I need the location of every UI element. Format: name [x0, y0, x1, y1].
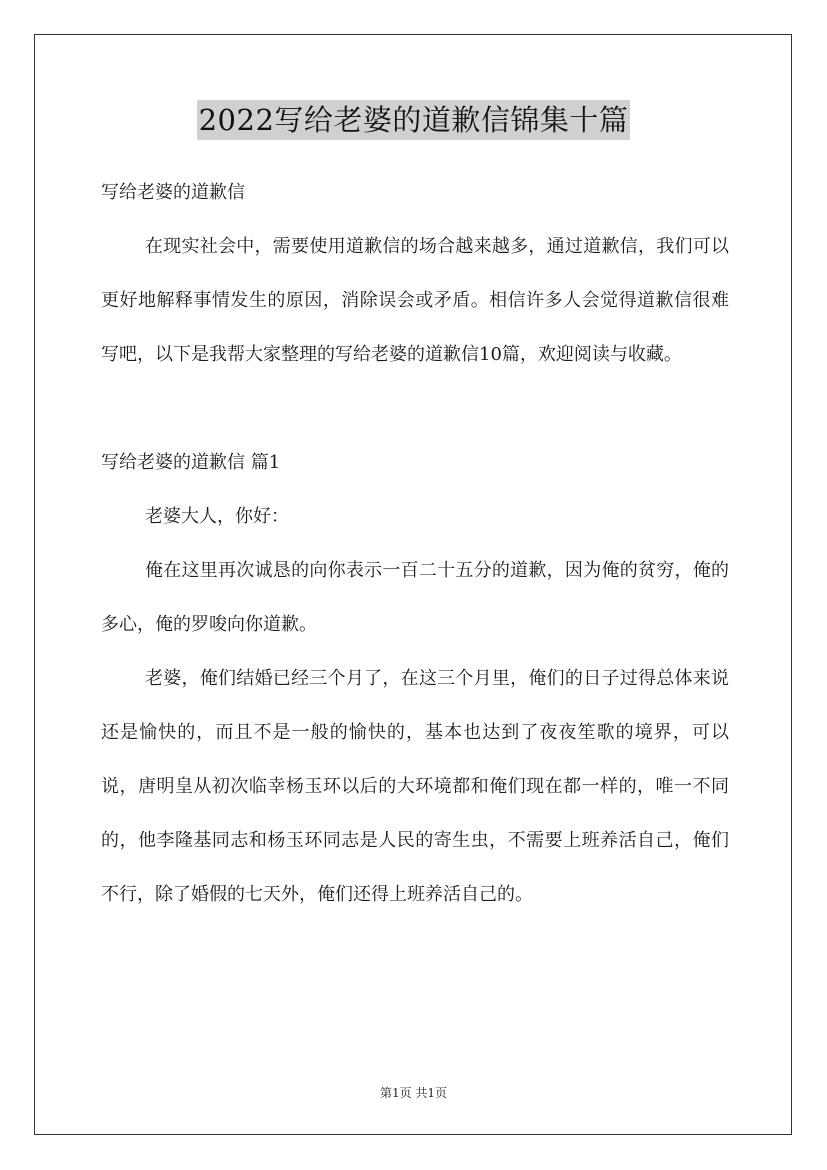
intro-paragraph: 在现实社会中，需要使用道歉信的场合越来越多，通过道歉信，我们可以更好地解释事情发生的原因，消除误会或矛盾。相信许多人会觉得道歉信很难写吧，以下是我帮大家整理的写给老婆的道歉信10篇，欢迎阅读与收藏。	[101, 236, 729, 365]
section-gap	[101, 382, 729, 436]
body-paragraph: 老婆，俺们结婚已经三个月了，在这三个月里，俺们的日子过得总体来说还是愉快的，而且不是一般的愉快的，基本也达到了夜夜笙歌的境界，可以说，唐明皇从初次临幸杨玉环以后的大环境都和俺们现在都一样的，唯一不同的，他李隆基同志和杨玉环同志是人民的寄生虫，不需要上班养活自己，俺们不行，除了婚假的七天外，俺们还得上班养活自己的。	[101, 668, 729, 905]
section-heading: 写给老婆的道歉信 篇1	[101, 452, 281, 473]
title-container	[0, 100, 827, 140]
intro-heading: 写给老婆的道歉信	[101, 182, 245, 203]
salutation: 老婆大人，你好：	[145, 506, 289, 527]
page-footer: 第1页 共1页	[379, 1086, 448, 1100]
body-paragraph: 俺在这里再次诚恳的向你表示一百二十五分的道歉，因为俺的贫穷，俺的多心，俺的罗唆向你道歉。	[101, 560, 729, 635]
document-body	[101, 166, 729, 922]
document-title: 2022写给老婆的道歉信锦集十篇	[197, 100, 631, 140]
